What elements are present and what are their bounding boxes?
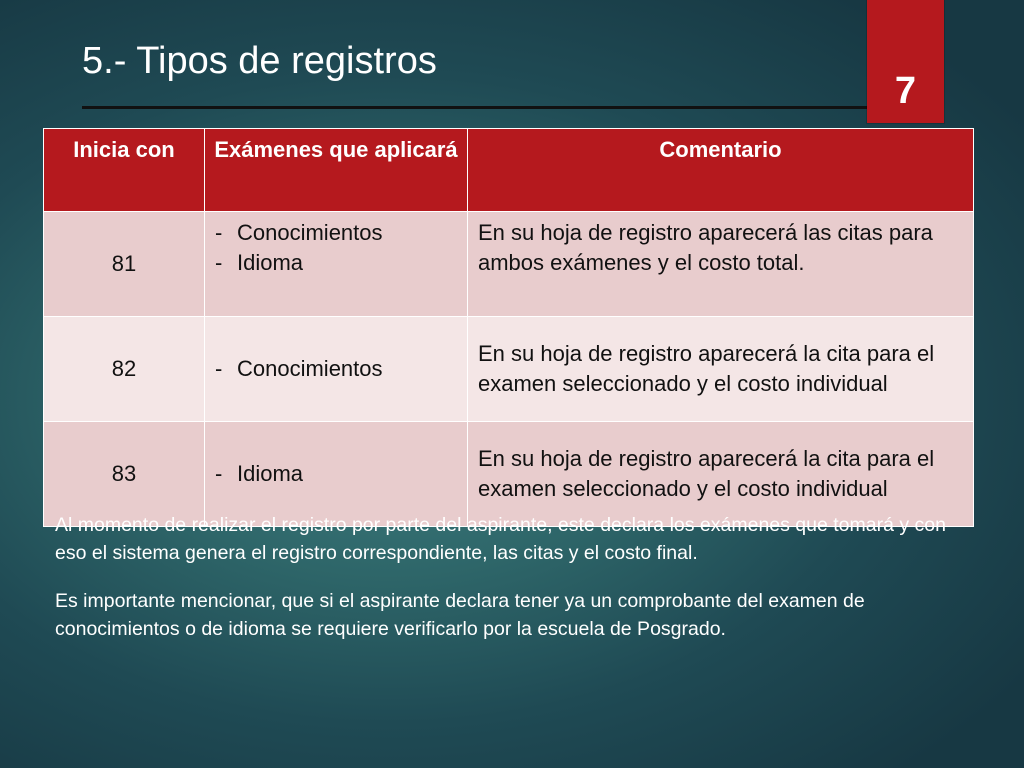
exam-item: - Conocimientos: [215, 354, 457, 384]
row-exams: [205, 212, 468, 317]
page-number: 7: [894, 70, 917, 112]
note-paragraph: Al momento de realizar el registro por parte del aspirante, este declara los exámenes que tomará y con eso el sistema genera el registro correspondiente, las citas y el costo final.: [55, 514, 946, 564]
table-header-row: [44, 129, 974, 212]
row-comment: En su hoja de registro aparecerá las citas para ambos exámenes y el costo total.: [468, 212, 974, 317]
row-comment: En su hoja de registro aparecerá la cita para el examen seleccionado y el costo individual: [468, 422, 974, 527]
exam-label: Conocimientos: [237, 220, 383, 245]
exam-item: - Conocimientos: [215, 218, 457, 248]
explanatory-notes: [55, 511, 975, 663]
page-number-badge: [867, 0, 944, 123]
registration-types-table: [43, 128, 974, 527]
title-underline: [82, 106, 868, 109]
row-code: 81: [44, 212, 205, 317]
header-examenes: Exámenes que aplicará: [205, 129, 468, 212]
note-paragraph: Es importante mencionar, que si el aspirante declara tener ya un comprobante del examen de conocimientos o de idioma se requiere verificarlo por la escuela de Posgrado.: [55, 590, 865, 640]
table-row: [44, 212, 974, 317]
row-exams: [205, 317, 468, 422]
exam-item: - Idioma: [215, 459, 457, 489]
row-code: 82: [44, 317, 205, 422]
exam-label: Idioma: [237, 461, 304, 486]
row-comment: En su hoja de registro aparecerá la cita para el examen seleccionado y el costo individual: [468, 317, 974, 422]
slide-title: 5.- Tipos de registros: [82, 40, 437, 82]
exam-item: - Idioma: [215, 248, 457, 278]
exam-label: Idioma: [237, 250, 304, 275]
header-comentario: Comentario: [468, 129, 974, 212]
row-code: 83: [44, 422, 205, 527]
header-inicia-con: Inicia con: [44, 129, 205, 212]
exam-label: Conocimientos: [237, 356, 383, 381]
table-row: [44, 317, 974, 422]
